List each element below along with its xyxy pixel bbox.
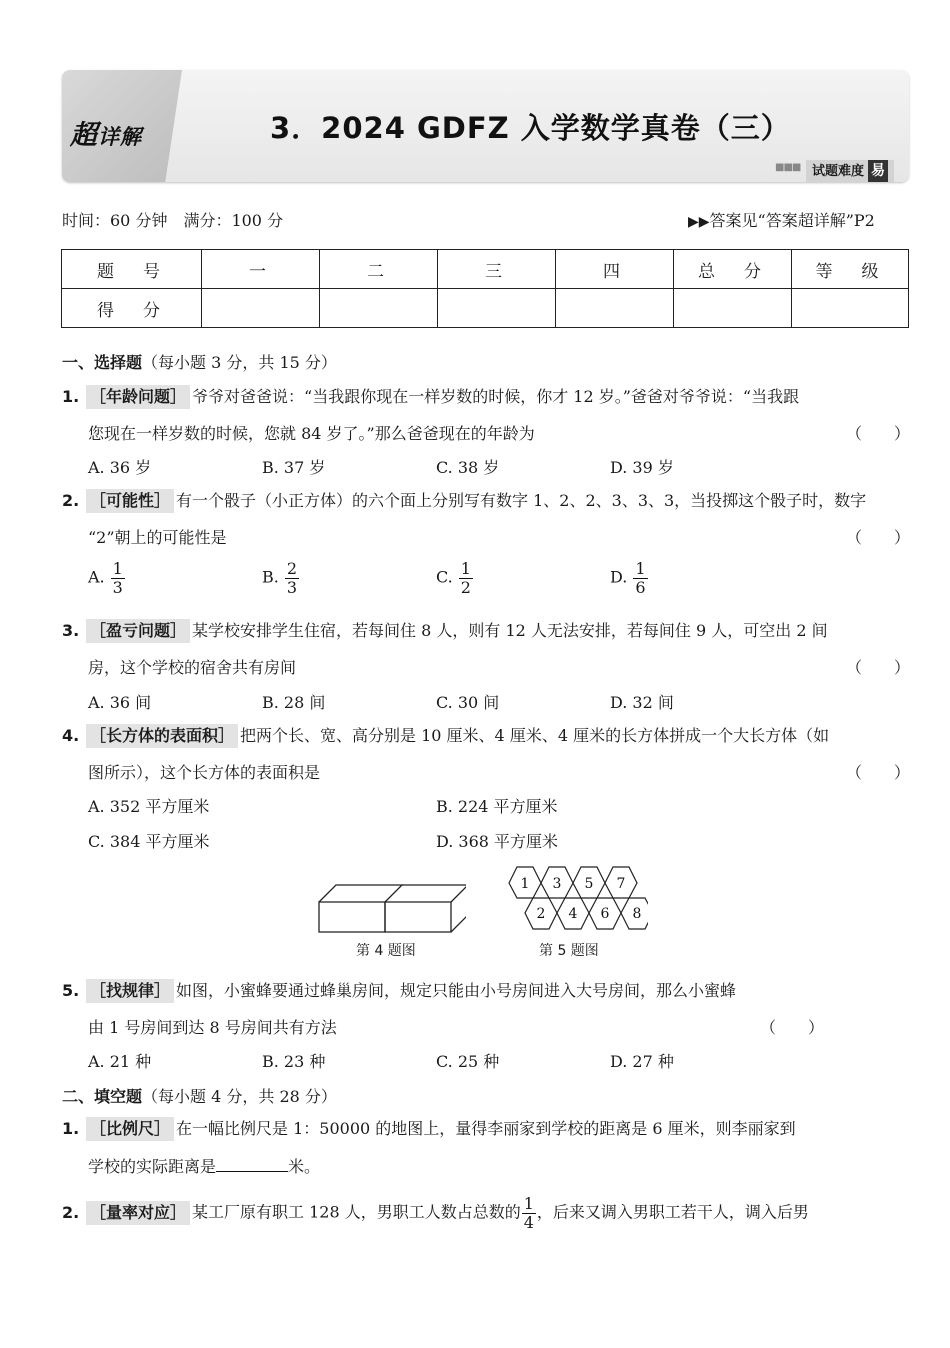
question-2 — [62, 484, 908, 518]
score-header-cell: 总 分 — [674, 250, 792, 289]
brand-logo — [70, 113, 142, 152]
question-tag: ［年龄问题］ — [86, 385, 190, 409]
option-d[interactable]: D. 368 平方厘米 — [436, 832, 559, 851]
section-title-choice — [62, 350, 337, 373]
figure-4-caption: 第 4 题图 — [356, 943, 416, 959]
option-c[interactable]: C. 30 间 — [436, 693, 500, 712]
score-row-label: 得 分 — [62, 289, 202, 328]
score-cell[interactable] — [438, 289, 556, 328]
option-d[interactable]: D. 32 间 — [610, 693, 674, 712]
score-header-cell: 题 号 — [62, 250, 202, 289]
option-d[interactable]: D. 27 种 — [610, 1052, 674, 1071]
hex-label: 6 — [600, 906, 610, 922]
score-cell[interactable] — [556, 289, 674, 328]
question-number: 1. — [62, 1119, 80, 1138]
hex-label: 1 — [520, 876, 530, 892]
score-header-cell: 四 — [556, 250, 674, 289]
question-text: 某工厂原有职工 128 人，男职工人数占总数的 — [192, 1202, 521, 1222]
question-3-line2: 房，这个学校的宿舍共有房间 — [88, 658, 297, 677]
difficulty-label: 试题难度 — [812, 164, 865, 179]
fill-question-1-line2 — [88, 1154, 320, 1177]
fraction-denominator: 4 — [523, 1212, 534, 1232]
question-text: 米。 — [288, 1157, 321, 1176]
question-text: 如图，小蜜蜂要通过蜂巢房间，规定只能由小号房间进入大号房间，那么小蜜蜂 — [176, 981, 737, 1000]
question-1-line2: 您现在一样岁数的时候，您就 84 岁了。”那么爸爸现在的年龄为 — [88, 424, 535, 443]
question-tag: ［比例尺］ — [86, 1117, 174, 1141]
brand-big: 超 — [70, 120, 98, 151]
cuboid-side — [451, 885, 466, 932]
hex-label: 3 — [552, 876, 562, 892]
option-b[interactable] — [262, 560, 299, 596]
question-tag: ［可能性］ — [86, 489, 174, 513]
question-number: 5. — [62, 981, 80, 1000]
question-4 — [62, 719, 908, 753]
figure-5-caption: 第 5 题图 — [539, 943, 599, 959]
question-text: 有一个骰子（小正方体）的六个面上分别写有数字 1、2、2、3、3、3，当投掷这个骰子时，数字 — [176, 491, 867, 510]
fraction-denominator: 2 — [460, 577, 471, 597]
fraction — [522, 1195, 536, 1231]
score-cell[interactable] — [792, 289, 909, 328]
option-b[interactable]: B. 23 种 — [262, 1052, 326, 1071]
hex-label: 2 — [536, 906, 546, 922]
option-a[interactable]: A. 36 岁 — [88, 458, 152, 477]
hex-label: 5 — [584, 876, 594, 892]
section-title: 二、填空题 — [62, 1087, 143, 1106]
option-b[interactable]: B. 224 平方厘米 — [436, 797, 558, 816]
answer-blank[interactable]: （ ） — [846, 528, 911, 547]
difficulty-badge — [806, 160, 894, 182]
fraction-denominator: 6 — [635, 577, 646, 597]
question-text: 学校的实际距离是 — [88, 1157, 217, 1176]
cuboid-top-left — [319, 885, 402, 902]
question-number: 2. — [62, 1202, 80, 1222]
answer-blank[interactable]: （ ） — [846, 658, 911, 677]
question-tag: ［找规律］ — [86, 979, 174, 1003]
section-title-fill — [62, 1084, 337, 1107]
option-label: A. — [88, 567, 105, 587]
fraction-numerator: 1 — [460, 559, 471, 578]
hex-label: 8 — [632, 906, 642, 922]
section-title: 一、选择题 — [62, 353, 143, 372]
question-text: ，后来又调入男职工若干人，调入后男 — [536, 1202, 809, 1222]
option-a[interactable]: A. 36 间 — [88, 693, 152, 712]
fraction-numerator: 1 — [635, 559, 646, 578]
question-5-line2: 由 1 号房间到达 8 号房间共有方法 — [88, 1018, 337, 1037]
score-header-cell: 等 级 — [792, 250, 909, 289]
score-header-cell: 一 — [202, 250, 320, 289]
score-table — [61, 249, 909, 328]
option-c[interactable]: C. 384 平方厘米 — [88, 832, 210, 851]
question-1 — [62, 380, 908, 414]
fraction — [285, 560, 299, 596]
question-number: 1. — [62, 387, 80, 406]
question-tag: ［长方体的表面积］ — [86, 724, 238, 748]
question-text: 爷爷对爸爸说：“当我跟你现在一样岁数的时候，你才 12 岁。”爸爸对爷爷说：“当我跟 — [192, 387, 800, 406]
page-title: 3．2024 GDFZ 入学数学真卷（三） — [270, 111, 791, 145]
fraction-numerator: 1 — [523, 1194, 534, 1213]
option-d[interactable] — [610, 560, 648, 596]
score-cell[interactable] — [320, 289, 438, 328]
score-header-cell: 二 — [320, 250, 438, 289]
difficulty-value: 易 — [868, 160, 888, 182]
answer-blank[interactable]: （ ） — [846, 424, 911, 443]
question-tag: ［量率对应］ — [86, 1201, 190, 1225]
question-number: 4. — [62, 726, 80, 745]
answer-blank[interactable]: （ ） — [846, 763, 911, 782]
brand-small: 详解 — [98, 125, 142, 149]
option-a[interactable] — [88, 560, 125, 596]
answer-reference — [688, 208, 875, 231]
option-d[interactable]: D. 39 岁 — [610, 458, 674, 477]
fill-blank[interactable] — [216, 1155, 288, 1172]
question-text: 在一幅比例尺是 1：50000 的地图上，量得李丽家到学校的距离是 6 厘米，则李丽家到 — [176, 1119, 796, 1138]
figure-4-cuboids — [316, 880, 466, 935]
fill-question-1 — [62, 1112, 908, 1146]
fill-question-2 — [62, 1195, 908, 1231]
cuboid-front-right — [385, 902, 451, 932]
exam-time-score: 时间：60 分钟 满分：100 分 — [62, 211, 284, 230]
question-number: 3. — [62, 621, 80, 640]
hex-label: 4 — [568, 906, 578, 922]
fraction-numerator: 2 — [286, 559, 298, 578]
hex-label: 7 — [616, 876, 626, 892]
score-cell[interactable] — [674, 289, 792, 328]
fraction-numerator: 1 — [112, 559, 123, 578]
option-b[interactable]: B. 37 岁 — [262, 458, 326, 477]
fraction — [459, 560, 473, 596]
score-cell[interactable] — [202, 289, 320, 328]
score-table-header-row — [62, 250, 909, 289]
answer-blank[interactable]: （ ） — [760, 1018, 825, 1037]
question-tag: ［盈亏问题］ — [86, 619, 190, 643]
question-4-line2: 图所示），这个长方体的表面积是 — [88, 763, 321, 782]
option-c[interactable] — [436, 560, 473, 596]
option-label: C. — [436, 567, 453, 587]
option-c[interactable]: C. 38 岁 — [436, 458, 500, 477]
option-b[interactable]: B. 28 间 — [262, 693, 326, 712]
cuboid-top-right — [402, 885, 466, 902]
fraction — [633, 560, 647, 596]
option-a[interactable]: A. 21 种 — [88, 1052, 152, 1071]
option-c[interactable]: C. 25 种 — [436, 1052, 500, 1071]
score-header-cell: 三 — [438, 250, 556, 289]
question-text: 把两个长、宽、高分别是 10 厘米、4 厘米、4 厘米的长方体拼成一个大长方体（如 — [240, 726, 830, 745]
cuboid-front-left — [319, 902, 385, 932]
section-note: （每小题 4 分，共 28 分） — [142, 1087, 337, 1106]
question-text: 某学校安排学生住宿，若每间住 8 人，则有 12 人无法安排，若每间住 9 人，可空出 2 间 — [192, 621, 828, 640]
fraction — [111, 560, 125, 596]
question-3 — [62, 614, 908, 648]
option-label: B. — [262, 567, 279, 587]
question-5 — [62, 974, 908, 1008]
question-2-line2: “2”朝上的可能性是 — [88, 528, 227, 547]
decorative-dots-icon: ■■■ — [775, 162, 801, 173]
arrow-icon: ▶▶ — [688, 214, 710, 230]
section-note: （每小题 3 分，共 15 分） — [142, 353, 337, 372]
fraction-denominator: 3 — [112, 577, 123, 597]
option-a[interactable]: A. 352 平方厘米 — [88, 797, 210, 816]
figure-5-honeycomb — [498, 862, 648, 932]
answer-reference-text: 答案见“答案超详解”P2 — [709, 211, 875, 230]
question-number: 2. — [62, 491, 80, 510]
score-table-score-row — [62, 289, 909, 328]
fraction-denominator: 3 — [286, 577, 298, 597]
option-label: D. — [610, 567, 628, 587]
